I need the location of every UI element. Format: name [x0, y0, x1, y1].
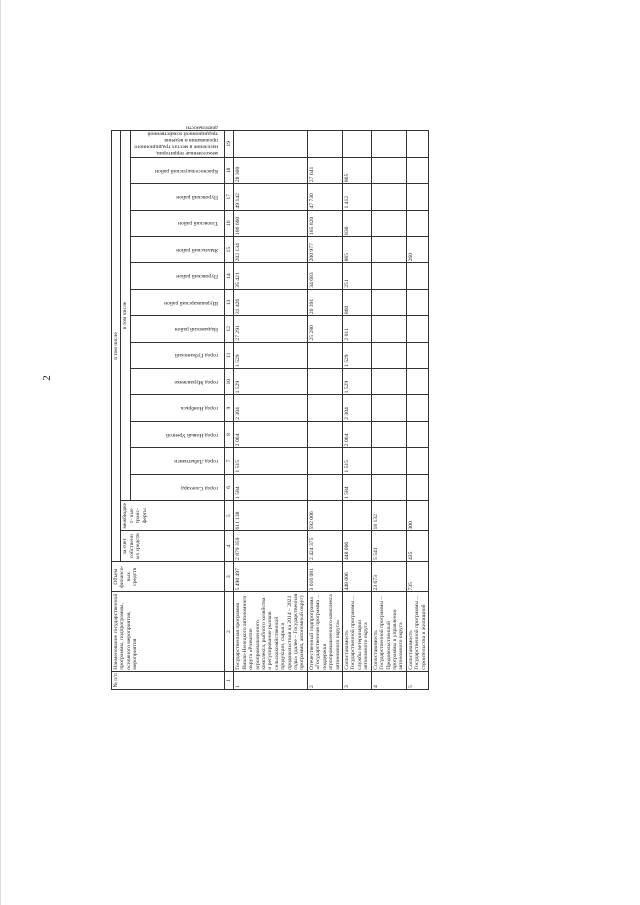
rotated-table-wrapper — [111, 124, 531, 690]
row-district-value: 28 300 — [234, 157, 308, 183]
row-district-value: 1 515 — [343, 448, 372, 474]
row-district-value: 31 426 — [234, 289, 308, 315]
row-district-value — [307, 342, 342, 368]
row-name: Отечественный подпрограмма «Государственная программа ... поддержки агропромышленного комплекса автономного округа» — [307, 592, 342, 671]
col-number: 19 — [224, 131, 233, 158]
col-number: 17 — [224, 184, 233, 210]
row-federal-transfers — [343, 501, 372, 531]
row-district-value — [307, 395, 342, 421]
row-district-value: 2 011 — [343, 316, 372, 342]
row-district-value — [406, 448, 428, 474]
header-district: город Муравленко — [130, 368, 224, 394]
row-own-funds: 448 006 — [343, 531, 372, 561]
row-district-value — [371, 184, 406, 210]
header-total: Объем финансо- вых средств — [112, 561, 225, 591]
col-number: 14 — [224, 263, 233, 289]
header-district: Пуровский район — [130, 184, 224, 210]
row-federal-transfers: 300 — [406, 501, 428, 531]
scan-edge — [0, 0, 1, 905]
header-name: Наименование государственной программы, подпрограммы, основного мероприятия, мероприятия — [112, 592, 225, 671]
row-district-value: 251 — [343, 263, 372, 289]
column-number-row — [224, 131, 233, 690]
row-district-value: 1 515 — [234, 448, 308, 474]
row-district-value — [371, 316, 406, 342]
header-district: Тазовский район — [130, 210, 224, 236]
col-number: 9 — [224, 395, 233, 421]
row-federal-transfers: 18 132 — [371, 501, 406, 531]
row-own-funds: 2 424 375 — [307, 531, 342, 561]
row-total: 5 490 497 — [234, 561, 308, 591]
header-district: Пуровский район — [130, 263, 224, 289]
row-district-value — [307, 131, 342, 158]
row-federal-transfers: 592 006 — [307, 501, 342, 531]
row-district-value — [371, 263, 406, 289]
row-district-value — [234, 131, 308, 158]
row-name: Сопоставимость Государственной программы ... службы ветеринарии автономного округа — [343, 592, 372, 671]
row-district-value: 2 304 — [234, 395, 308, 421]
col-number: 2 — [224, 592, 233, 671]
row-district-value — [406, 421, 428, 447]
row-total: 23 673 — [371, 561, 406, 591]
row-district-value: 27 641 — [307, 157, 342, 183]
row-district-value — [406, 395, 428, 421]
row-district-value: 2 064 — [234, 421, 308, 447]
row-district-value — [406, 342, 428, 368]
col-number: 5 — [224, 501, 233, 531]
row-number: 3 — [343, 671, 372, 689]
row-district-value: 186 660 — [234, 210, 308, 236]
col-number: 18 — [224, 157, 233, 183]
header-district: Надымский район — [130, 316, 224, 342]
row-district-value: 27 291 — [234, 316, 308, 342]
row-district-value: 260 — [406, 236, 428, 262]
row-district-value — [406, 263, 428, 289]
row-district-value: 49 142 — [234, 184, 308, 210]
col-number: 10 — [224, 368, 233, 394]
header-in-that: в том числе — [112, 131, 121, 562]
col-number: 3 — [224, 561, 233, 591]
col-number: 12 — [224, 316, 233, 342]
row-district-value — [371, 342, 406, 368]
row-district-value — [406, 289, 428, 315]
row-district-value: 20 391 — [307, 289, 342, 315]
row-district-value — [406, 210, 428, 236]
row-district-value: 1 529 — [234, 368, 308, 394]
row-district-value: 202 134 — [234, 236, 308, 262]
table-row — [234, 131, 308, 690]
row-name: Сопоставимость Государственной программы – Продовольственный программы в управлении автономного округа — [371, 592, 406, 671]
header-district: Шурышкарский район — [130, 289, 224, 315]
header-district: город Салехард — [130, 474, 224, 500]
col-number: 1 — [224, 671, 233, 689]
row-total: 3 016 081 — [307, 561, 342, 591]
row-district-value — [371, 448, 406, 474]
row-district-value: 47 730 — [307, 184, 342, 210]
col-number: 13 — [224, 289, 233, 315]
table-row — [343, 131, 372, 690]
row-district-value — [371, 289, 406, 315]
col-number: 7 — [224, 448, 233, 474]
row-federal-transfers: 611 138 — [234, 501, 308, 531]
row-name: Государственная программа Ямало-Ненецкого автономного округа «Развитие агропромышленного комплекса, рыбного хозяйства и регулирование рынков сельскохозяйственной продукции, сырья и продовольствия на 2014 – 2021 годы» (далее – Государственная программа, автономный округ) — [235, 593, 306, 670]
row-district-value: 830 — [343, 210, 372, 236]
row-district-value: 1 412 — [343, 184, 372, 210]
row-total: 448 006 — [343, 561, 372, 591]
header-num: № п/п — [112, 671, 225, 689]
col-number: 6 — [224, 474, 233, 500]
row-district-value: 1 584 — [343, 474, 372, 500]
row-district-value — [307, 474, 342, 500]
header-including: в том числе — [121, 131, 130, 501]
row-district-value — [371, 395, 406, 421]
page-number: 2 — [40, 375, 53, 381]
row-district-value — [371, 474, 406, 500]
row-district-value — [371, 210, 406, 236]
row-district-value: 25 280 — [307, 316, 342, 342]
row-district-value: 200 977 — [307, 236, 342, 262]
header-district: город Губкинский — [130, 342, 224, 368]
row-district-value: 1 584 — [234, 474, 308, 500]
row-district-value — [406, 157, 428, 183]
table-row — [307, 131, 342, 690]
row-number: 5 — [406, 671, 428, 689]
row-district-value — [406, 131, 428, 158]
row-district-value: 34 683 — [307, 263, 342, 289]
row-district-value: 865 — [343, 236, 372, 262]
row-district-value — [406, 316, 428, 342]
row-district-value — [307, 448, 342, 474]
header-own: за счет собственных средств — [121, 531, 224, 561]
header-federal: межбюджет- ные транс- ферты — [121, 501, 224, 531]
table-row — [371, 131, 406, 690]
row-district-value: 865 — [343, 157, 372, 183]
row-district-value: 2 304 — [343, 395, 372, 421]
row-district-value: 1 529 — [343, 368, 372, 394]
table-body — [234, 131, 429, 690]
row-number: 1 — [234, 671, 308, 689]
header-district: город Новый Уренгой — [130, 421, 224, 447]
row-number: 2 — [307, 671, 342, 689]
row-own-funds: 2 879 359 — [234, 531, 308, 561]
row-district-value: 1 529 — [234, 342, 308, 368]
col-number: 15 — [224, 236, 233, 262]
row-name: Сопоставимость Государственной программы ... строительства и жилищной — [406, 592, 428, 671]
row-district-value — [406, 368, 428, 394]
row-district-value — [307, 421, 342, 447]
col-number: 4 — [224, 531, 233, 561]
row-district-value — [343, 131, 372, 158]
row-district-value — [307, 368, 342, 394]
row-district-value — [371, 236, 406, 262]
row-own-funds: 5 541 — [371, 531, 406, 561]
col-number: 11 — [224, 342, 233, 368]
row-district-value — [371, 131, 406, 158]
row-district-value: 35 421 — [234, 263, 308, 289]
col-number: 8 — [224, 421, 233, 447]
row-district-value: 1 529 — [343, 342, 372, 368]
header-district: город Лабытнанги — [130, 448, 224, 474]
row-district-value — [406, 474, 428, 500]
row-district-value: 860 — [343, 289, 372, 315]
header-district: Красноселькупский район — [130, 157, 224, 183]
col-number: 16 — [224, 210, 233, 236]
row-district-value: 185 820 — [307, 210, 342, 236]
row-total: 735 — [406, 561, 428, 591]
row-district-value: 2 064 — [343, 421, 372, 447]
header-district: Ямальский район — [130, 236, 224, 262]
row-district-value — [371, 421, 406, 447]
header-district: город Ноябрьск — [130, 395, 224, 421]
row-district-value — [371, 368, 406, 394]
row-number: 4 — [371, 671, 406, 689]
row-district-value — [371, 157, 406, 183]
row-district-value — [406, 184, 428, 210]
financing-table — [111, 124, 429, 690]
row-own-funds: 435 — [406, 531, 428, 561]
header-district: межселенные территории, население в местах традиционного проживания и ведения традиционной хозяйственной деятельности — [130, 131, 224, 158]
table-row — [406, 131, 428, 690]
